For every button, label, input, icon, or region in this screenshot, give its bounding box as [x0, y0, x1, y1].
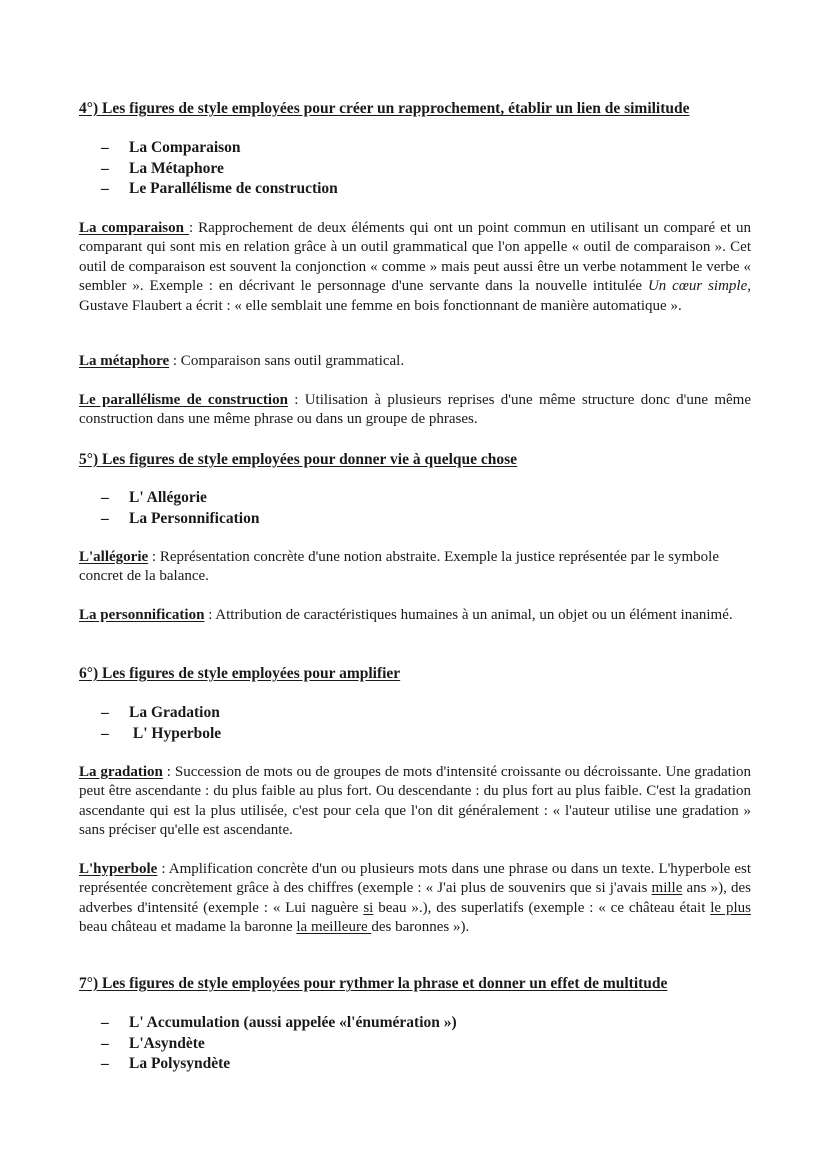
parallelisme-definition — [79, 391, 751, 430]
allegorie-text: : Représentation concrète d'une notion abstraite. Exemple la justice représentée par le symbole concret de la balance. — [79, 549, 719, 585]
list-item: – La Métaphore — [101, 159, 224, 177]
example-underlined: si — [363, 899, 374, 916]
list-item-label: Le Parallélisme de construction — [129, 180, 338, 198]
example-underlined: la meilleure — [296, 919, 372, 936]
hyperbole-text: : Amplification concrète d'un ou plusieurs mots dans une phrase ou dans un texte. L'hyperbole est représentée concrètement grâce à des chiffres (exemple : « J'ai plus de souvenirs que si j'avais — [79, 861, 751, 897]
list-item-label: L' Allégorie — [129, 489, 207, 506]
personnification-text: : Attribution de caractéristiques humaines à un animal, un objet ou un élément inanimé. — [204, 607, 733, 623]
list-item: – La Comparaison — [101, 139, 241, 156]
hyperbole-text: beau ».), des superlatifs (exemple : « ce château était — [373, 899, 711, 916]
section-7-heading: 7°) Les figures de style employées pour rythmer la phrase et donner un effet de multitude — [79, 975, 668, 992]
hyperbole-text: des baronnes »). — [371, 919, 470, 936]
comparaison-definition — [79, 219, 751, 316]
term-metaphore: La métaphore — [79, 353, 170, 369]
section-6-list — [79, 703, 751, 744]
example-underlined: mille — [651, 880, 683, 897]
section-4-heading: 4°) Les figures de style employées pour créer un rapprochement, établir un lien de similitude — [79, 100, 690, 117]
list-item: – L' Hyperbole — [101, 724, 222, 742]
comparaison-text: : Rapprochement de deux éléments qui ont un point commun en utilisant un comparé et un comparant qui sont mis en relation grâce à un outil grammatical que l'on appelle « outil de comparaison ». Cet outil de comparaison est souvent la conjonction « comme » mais peut aussi être un verbe notamment le verbe « sembler ». Exemple : en décrivant le personnage d'une servante dans la nouvelle intitulée — [79, 220, 751, 295]
list-item-label: L' Accumulation (aussi appelée «l'énumération ») — [129, 1014, 457, 1031]
list-item-label: La Personnification — [129, 509, 260, 527]
list-item: – L' Allégorie — [101, 489, 207, 506]
work-title: Un cœur simple — [647, 278, 748, 295]
comparaison-text-end: , Gustave Flaubert a écrit : « elle semblait une femme en bois fonctionnant de manière automatique ». — [79, 278, 751, 314]
term-parallelisme: Le parallélisme de construction — [79, 392, 288, 408]
hyperbole-text: ans »), des adverbes d'intensité (exemple : « Lui naguère — [79, 880, 751, 916]
term-personnification: La personnification — [79, 607, 205, 623]
metaphore-definition — [79, 352, 751, 371]
metaphore-text: : Comparaison sans outil grammatical. — [169, 353, 405, 369]
example-underlined: le plus — [710, 899, 751, 916]
list-item-label: La Gradation — [129, 704, 220, 721]
section-5-heading: 5°) Les figures de style employées pour donner vie à quelque chose — [79, 451, 518, 468]
section-7-list — [79, 1013, 751, 1075]
list-item-label: La Polysyndète — [129, 1055, 231, 1073]
allegorie-definition — [79, 548, 751, 587]
list-item-label: La Métaphore — [129, 159, 224, 177]
term-comparaison: La comparaison — [79, 220, 189, 236]
list-item: – L'Asyndète — [101, 1034, 205, 1052]
list-item-label: La Comparaison — [129, 139, 241, 156]
list-item: – Le Parallélisme de construction — [101, 180, 338, 198]
hyperbole-text: beau château et madame la baronne — [79, 919, 297, 936]
section-6-heading: 6°) Les figures de style employées pour amplifier — [79, 665, 401, 682]
gradation-text: : Succession de mots ou de groupes de mots d'intensité croissante ou décroissante. Une gradation peut être ascendante : du plus faible au plus fort. Ou descendante : du plus fort au plus faible. C'est la gradation ascendante qui est la plus utilisée, c'est pour cela que l'on dit généralement : « l'auteur utilise une gradation » sans préciser qu'elle est ascendante. — [79, 764, 751, 839]
term-allegorie: L'allégorie — [79, 549, 149, 565]
term-hyperbole: L'hyperbole — [79, 861, 158, 877]
personnification-definition — [79, 606, 751, 625]
list-item: – La Polysyndète — [101, 1055, 231, 1073]
list-item: – La Personnification — [101, 509, 260, 527]
list-item-label: L'Asyndète — [129, 1034, 205, 1052]
list-item: – La Gradation — [101, 704, 220, 721]
section-4-list — [79, 138, 751, 200]
list-item: – L' Accumulation (aussi appelée «l'énumération ») — [101, 1014, 457, 1031]
term-gradation: La gradation — [79, 764, 163, 780]
list-item-label: L' Hyperbole — [129, 724, 222, 742]
hyperbole-definition — [79, 860, 751, 938]
gradation-definition — [79, 763, 751, 841]
parallelisme-text: : Utilisation à plusieurs reprises d'une même structure donc d'une même construction dans une même phrase ou dans un groupe de phrases. — [79, 392, 751, 428]
section-5-list — [79, 488, 751, 529]
